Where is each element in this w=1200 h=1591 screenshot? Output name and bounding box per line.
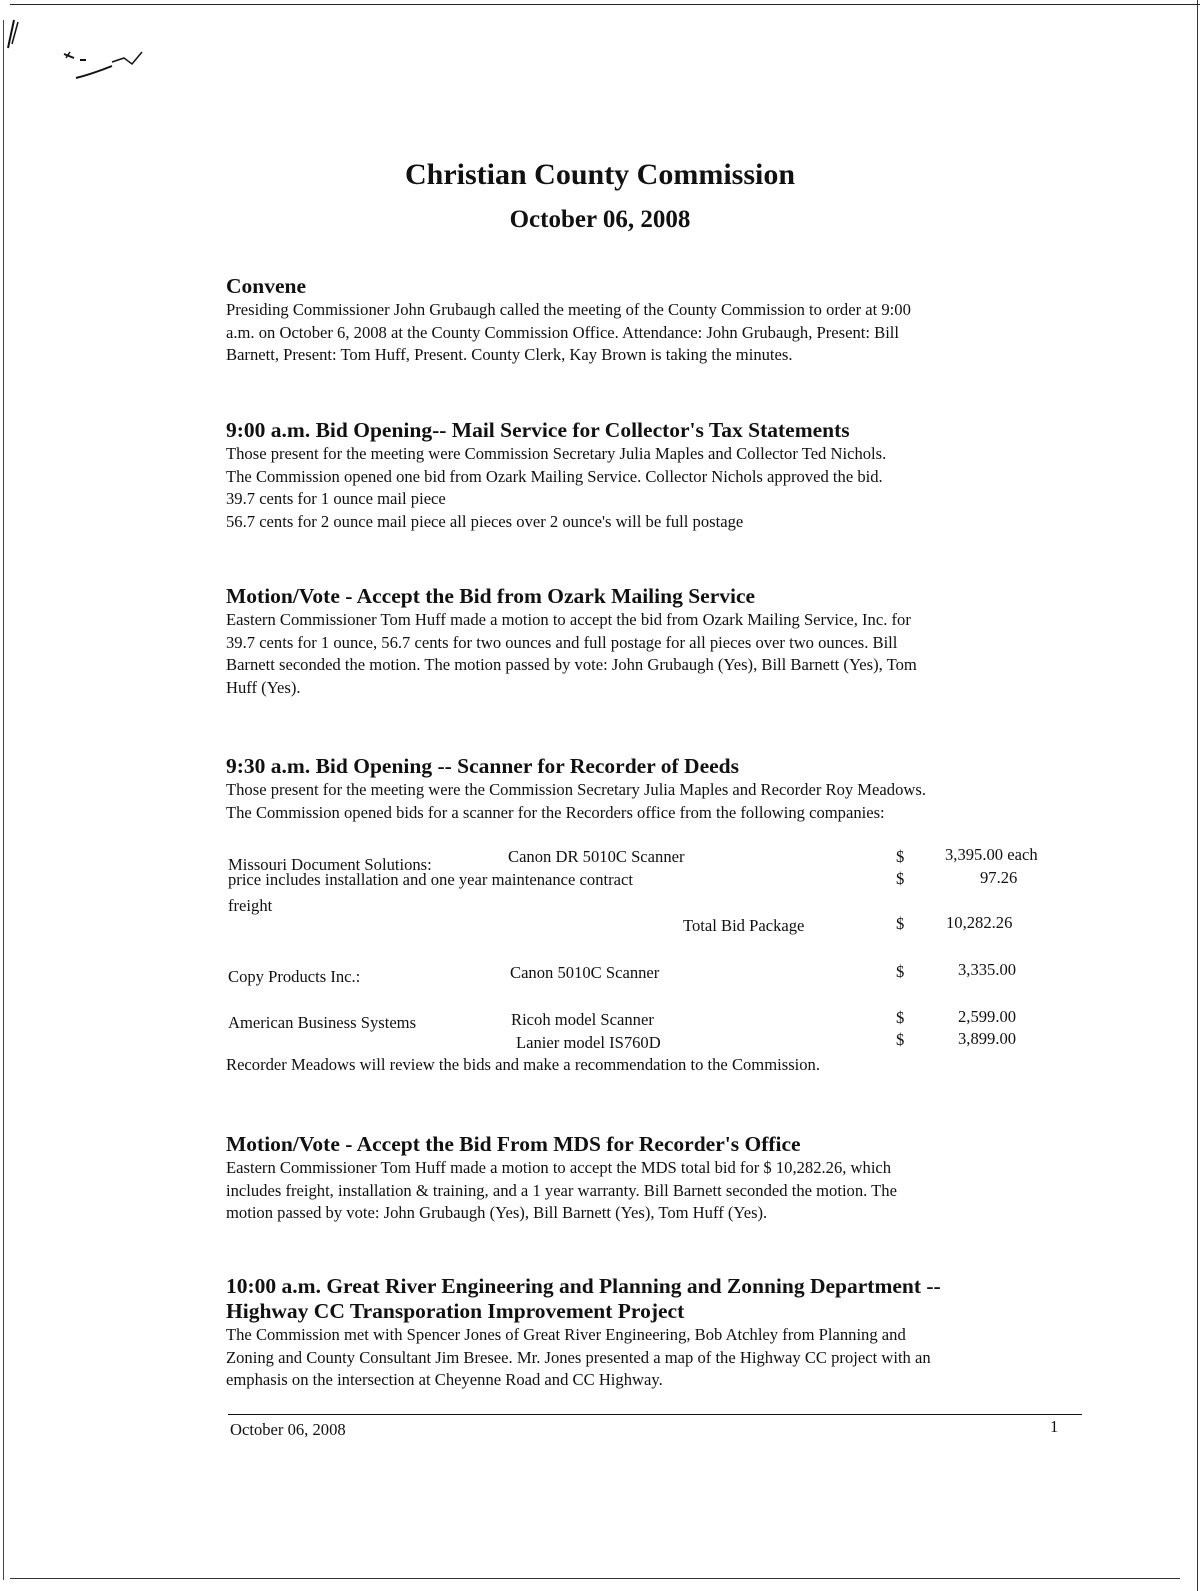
footer-rule — [228, 1414, 1082, 1415]
text-line: Zoning and County Consultant Jim Bresee. Mr. Jones presented a map of the Highway CC project with an — [226, 1347, 931, 1367]
text-line: The Commission opened bids for a scanner for the Recorders office from the following companies: — [226, 802, 885, 822]
bid-company: Copy Products Inc.: — [228, 967, 361, 986]
text-line: a.m. on October 6, 2008 at the County Commission Office. Attendance: John Grubaugh, Present: Bill — [226, 322, 900, 342]
bid-price: 3,335.00 — [958, 960, 1017, 979]
text-line: Those present for the meeting were Commission Secretary Julia Maples and Collector Ted Nichols. — [226, 444, 887, 463]
section-heading: Motion/Vote - Accept the Bid From MDS for Recorder's Office — [226, 1132, 801, 1156]
text-line: The Commission met with Spencer Jones of Great River Engineering, Bob Atchley from Planning and — [226, 1325, 906, 1344]
bid-product: Canon 5010C Scanner — [510, 963, 660, 982]
page-date: October 06, 2008 — [509, 206, 691, 233]
section-great-river — [226, 1274, 1096, 1392]
text-line: includes freight, installation & training, and a 1 year warranty. Bill Barnett seconded the motion. The — [226, 1180, 897, 1200]
section-convene — [226, 274, 1096, 367]
text-line: The Commission opened one bid from Ozark Mailing Service. Collector Nichols approved the bid. — [226, 466, 883, 486]
currency-symbol: $ — [896, 869, 905, 888]
text-line: Presiding Commissioner John Grubaugh called the meeting of the County Commission to order at 9:00 — [226, 300, 911, 319]
bid-note: freight — [228, 896, 273, 915]
total-label: Total Bid Package — [683, 916, 805, 935]
bid-note: price includes installation and one year maintenance contract — [228, 870, 633, 889]
bid-price: 3,395.00 each — [945, 845, 1038, 864]
scan-edge — [10, 4, 1200, 5]
section-scanner-bid — [226, 754, 1096, 824]
scan-edge — [10, 1578, 1180, 1579]
bid-price: 2,599.00 — [958, 1007, 1017, 1026]
text-line: Eastern Commissioner Tom Huff made a motion to accept the MDS total bid for $ 10,282.26, which — [226, 1158, 892, 1177]
section-motion-mds — [226, 1132, 1096, 1225]
page-title: Christian County Commission — [404, 158, 796, 191]
bid-followup: Recorder Meadows will review the bids and make a recommendation to the Commission. — [226, 1055, 821, 1074]
currency-symbol: $ — [896, 847, 905, 866]
section-heading: 10:00 a.m. Great River Engineering and Planning and Zonning Department -- — [226, 1274, 941, 1298]
text-line: Eastern Commissioner Tom Huff made a motion to accept the bid from Ozark Mailing Service, Inc. for — [226, 610, 911, 629]
text-line: emphasis on the intersection at Cheyenne Road and CC Highway. — [226, 1370, 663, 1389]
currency-symbol: $ — [896, 1030, 905, 1049]
footer-date: October 06, 2008 — [230, 1420, 346, 1439]
bid-product: Ricoh model Scanner — [511, 1010, 654, 1029]
currency-symbol: $ — [896, 1008, 905, 1027]
section-heading: Convene — [226, 274, 307, 298]
bid-company: American Business Systems — [228, 1013, 417, 1032]
section-heading: Motion/Vote - Accept the Bid from Ozark Mailing Service — [226, 584, 756, 608]
currency-symbol: $ — [896, 962, 905, 981]
scan-edge — [3, 20, 4, 1580]
text-line: 39.7 cents for 1 ounce mail piece — [226, 489, 446, 508]
text-line: motion passed by vote: John Grubaugh (Yes), Bill Barnett (Yes), Tom Huff (Yes). — [226, 1203, 768, 1222]
section-motion-ozark — [226, 584, 1096, 699]
section-mail-bid — [226, 418, 1096, 533]
bid-company: Missouri Document Solutions: — [228, 855, 432, 874]
bid-product: Lanier model IS760D — [516, 1033, 661, 1052]
text-line: Barnett, Present: Tom Huff, Present. County Clerk, Kay Brown is taking the minutes. — [226, 345, 793, 364]
text-line: 56.7 cents for 2 ounce mail piece all pieces over 2 ounce's will be full postage — [226, 511, 744, 531]
section-heading: 9:00 a.m. Bid Opening-- Mail Service for Collector's Tax Statements — [226, 418, 850, 442]
text-line: 39.7 cents for 1 ounce, 56.7 cents for two ounces and full postage for all pieces over two ounces. Bill — [226, 632, 898, 652]
bid-product: Canon DR 5010C Scanner — [508, 847, 685, 866]
currency-symbol: $ — [896, 914, 905, 933]
text-line: Barnett seconded the motion. The motion passed by vote: John Grubaugh (Yes), Bill Barnett (Yes), Tom — [226, 655, 917, 674]
text-line: Those present for the meeting were the Commission Secretary Julia Maples and Recorder Roy Meadows. — [226, 780, 926, 799]
bid-total: 10,282.26 — [946, 913, 1013, 932]
section-heading: 9:30 a.m. Bid Opening -- Scanner for Recorder of Deeds — [226, 754, 739, 778]
scan-edge — [1197, 0, 1198, 1591]
bid-price: 3,899.00 — [958, 1029, 1017, 1048]
pen-marks — [0, 0, 160, 100]
page-number: 1 — [1050, 1417, 1059, 1436]
text-line: Huff (Yes). — [226, 677, 301, 697]
bid-price: 97.26 — [980, 868, 1018, 887]
bid-table — [226, 845, 1108, 1080]
section-heading: Highway CC Transporation Improvement Project — [226, 1299, 685, 1323]
